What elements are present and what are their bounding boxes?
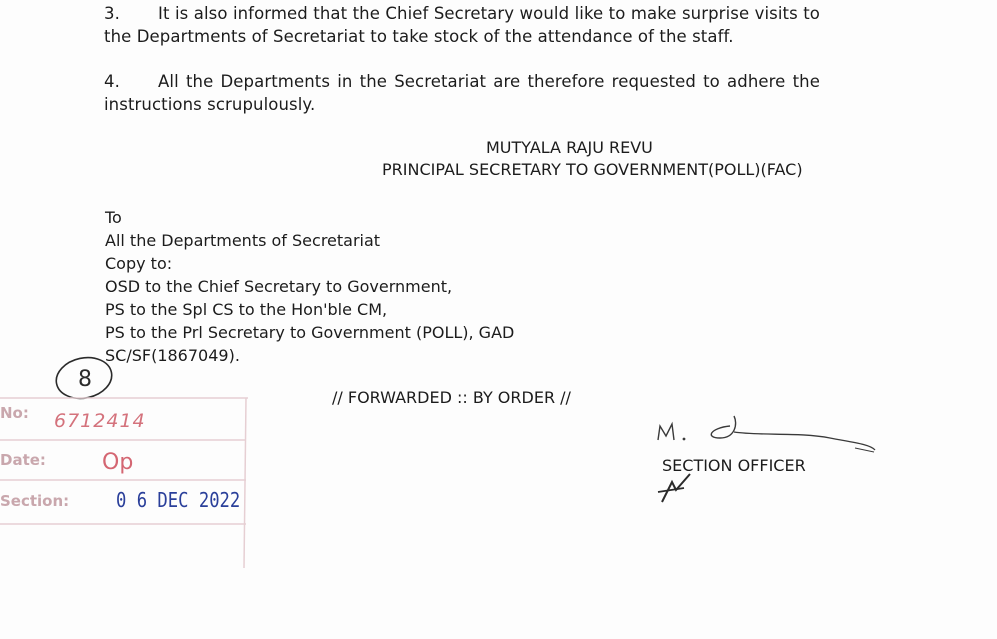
copy-label: Copy to: (105, 254, 173, 273)
copy-recipient: PS to the Prl Secretary to Government (POLL), GAD (105, 323, 515, 342)
signatory-title: PRINCIPAL SECRETARY TO GOVERNMENT(POLL)(FAC) (382, 160, 803, 179)
paragraph-4 (104, 70, 820, 116)
to-recipient: All the Departments of Secretariat (105, 231, 381, 250)
stamp-date-label: Date: (0, 451, 46, 469)
paragraph-number: 3. (104, 4, 120, 23)
address-block (105, 206, 514, 367)
stamp-section-label: Section: (0, 492, 70, 510)
signatory-name: MUTYALA RAJU REVU (486, 138, 653, 157)
stamp-no-label: No: (0, 404, 29, 422)
copy-recipient: SC/SF(1867049). (105, 346, 240, 365)
paragraph-text: It is also informed that the Chief Secretary would like to make surprise visits to the Departments of Secretariat to take stock of the attendance of the staff. (104, 4, 820, 46)
stamp-section-value: 0 6 DEC 2022 (116, 488, 241, 512)
section-officer-label: SECTION OFFICER (662, 456, 806, 475)
stamp-date-value: Op (102, 450, 134, 475)
copy-recipient: PS to the Spl CS to the Hon'ble CM, (105, 300, 388, 319)
stamp-number-value: 6712414 (54, 410, 146, 432)
circled-number: 8 (78, 367, 92, 392)
paragraph-3 (104, 2, 820, 48)
paragraph-number: 4. (104, 72, 120, 91)
paragraph-text: All the Departments in the Secretariat are therefore requested to adhere the instructions scrupulously. (104, 72, 820, 114)
forwarded-by-order: // FORWARDED :: BY ORDER // (332, 388, 571, 407)
to-label: To (105, 208, 122, 227)
copy-recipient: OSD to the Chief Secretary to Government, (105, 277, 453, 296)
